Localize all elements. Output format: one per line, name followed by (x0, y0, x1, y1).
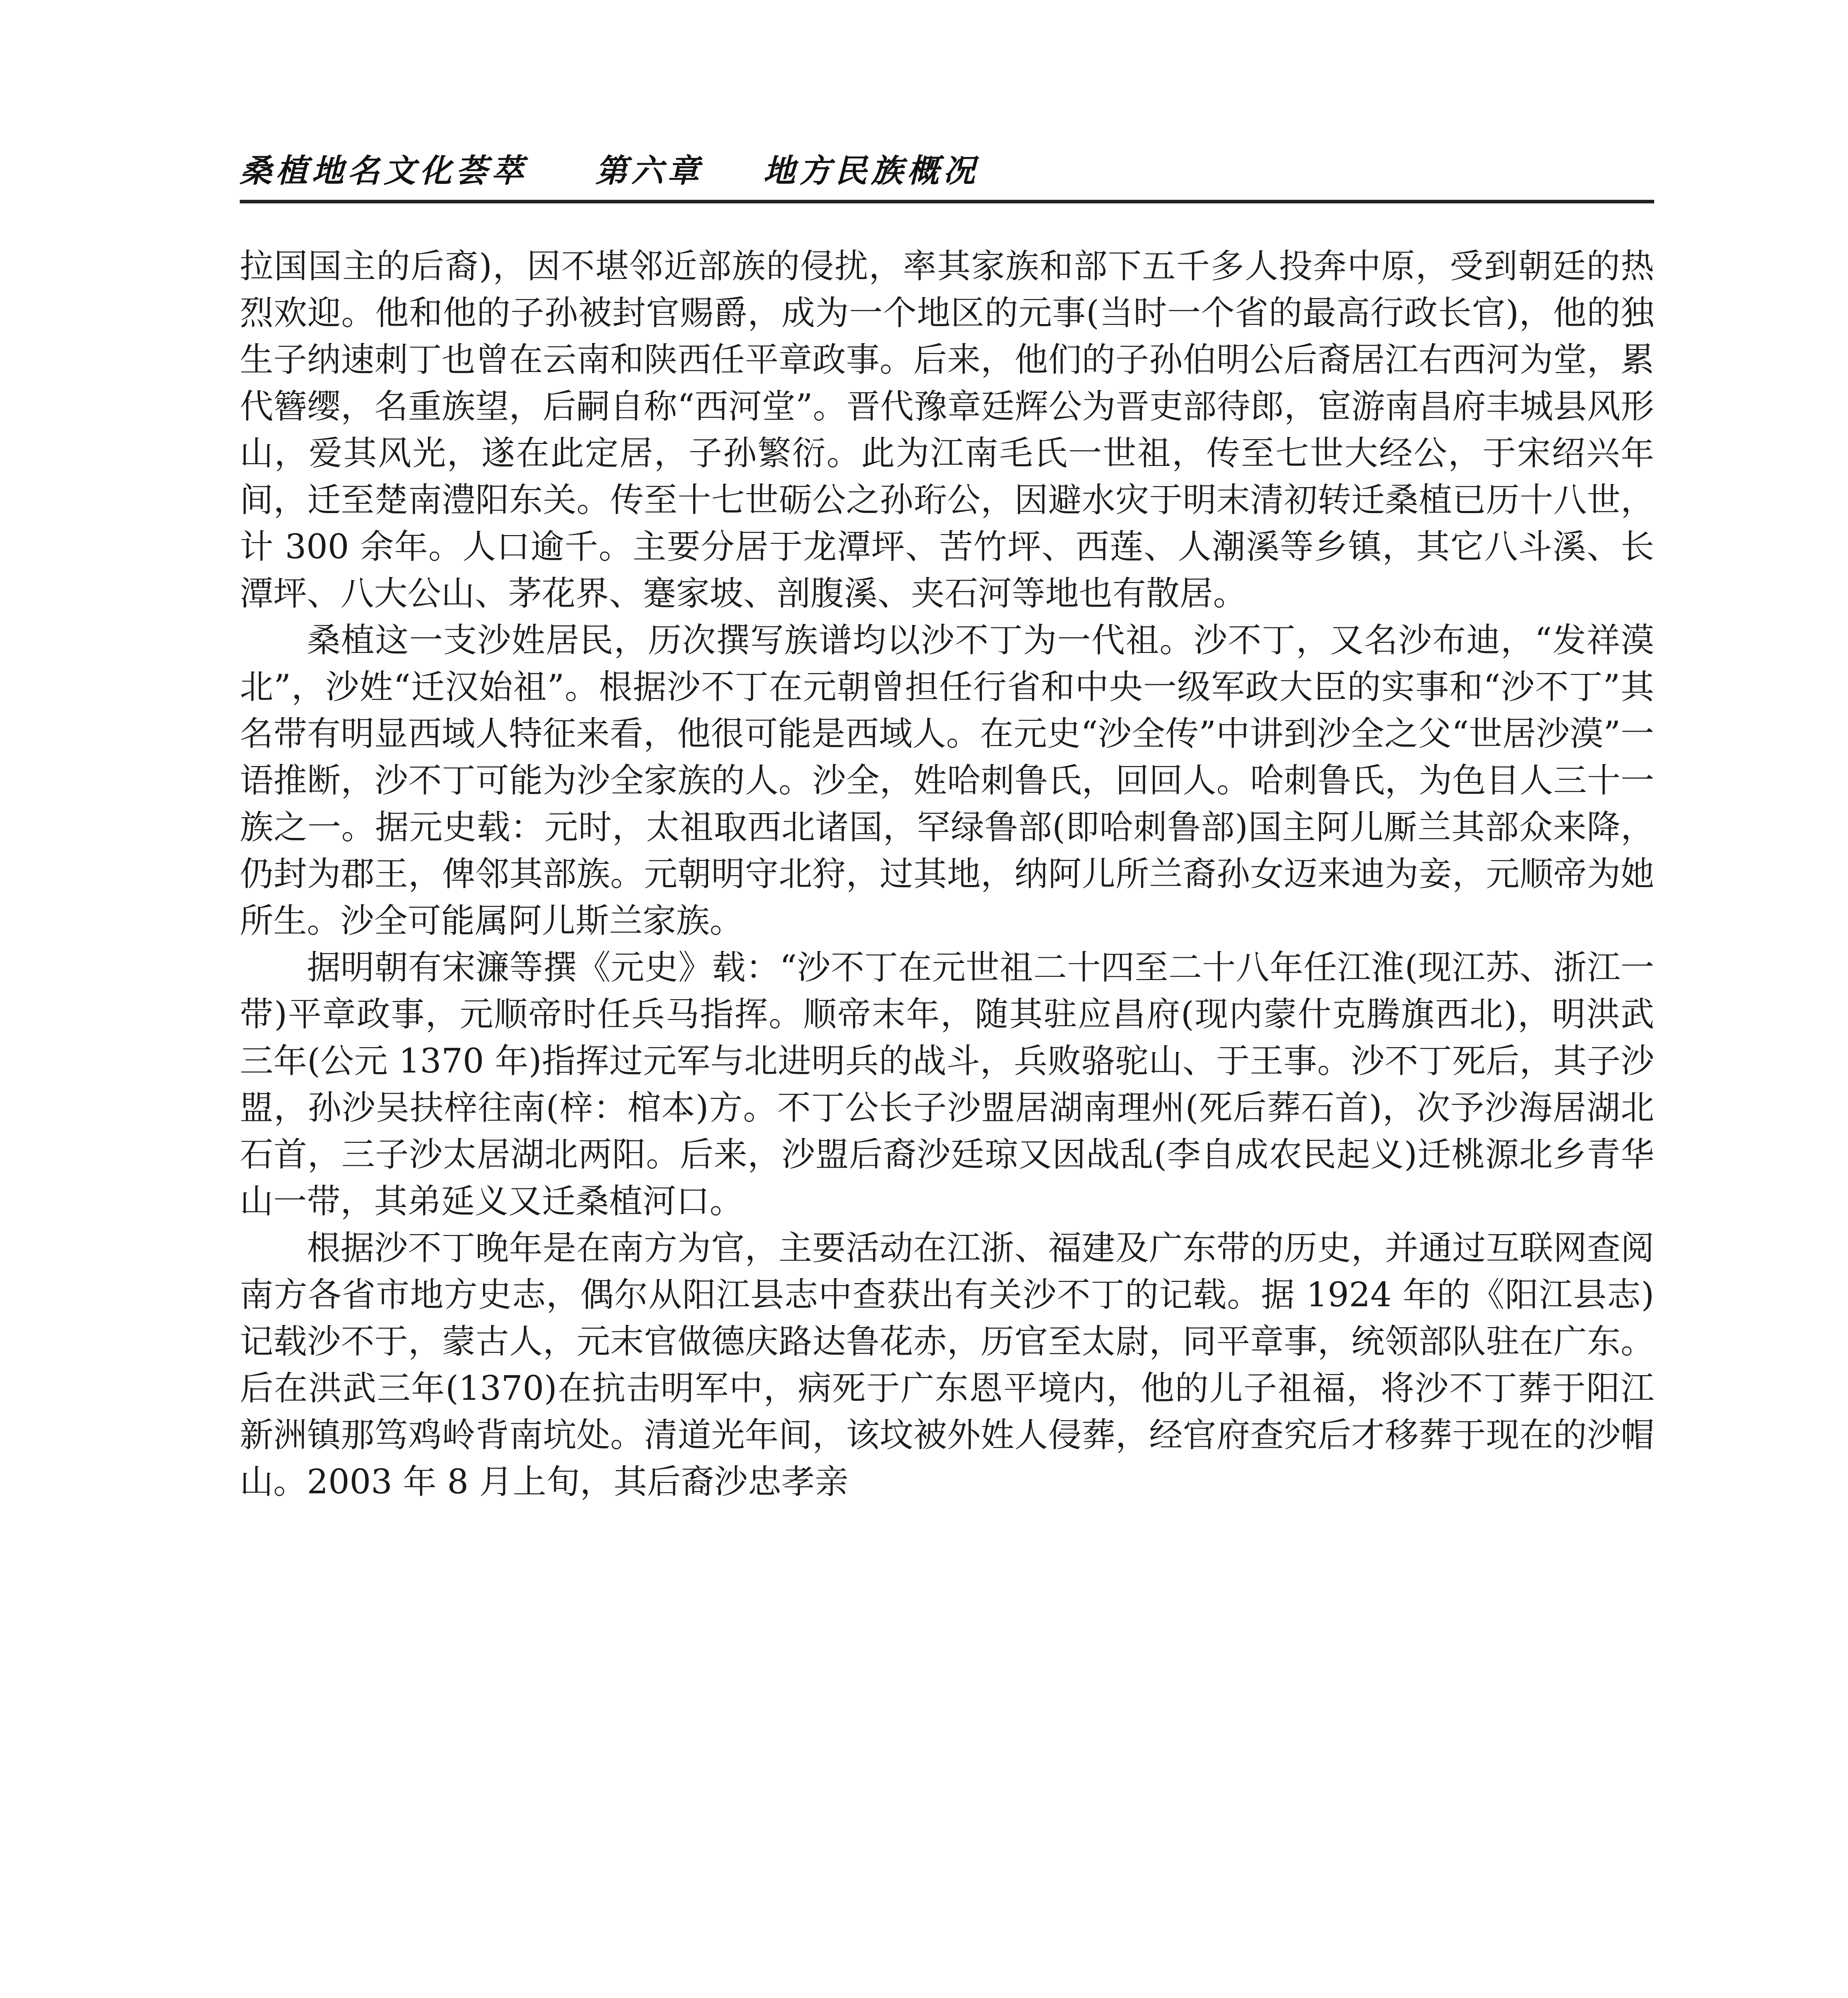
header-book-title: 桑植地名文化荟萃 (240, 152, 527, 189)
running-header (240, 138, 1654, 198)
paragraph-continued: 拉国国主的后裔)，因不堪邻近部族的侵扰，率其家族和部下五千多人投奔中原，受到朝廷的热烈欢迎。他和他的子孙被封官赐爵，成为一个地区的元事(当时一个省的最高行政长官)，他的独生子纳速刺丁也曾在云南和陕西任平章政事。后来，他们的子孙伯明公后裔居江右西河为堂，累代簪缨，名重族望，后嗣自称“西河堂”。晋代豫章廷辉公为晋吏部待郎，宦游南昌府丰城县风形山，爱其风光，遂在此定居，子孙繁衍。此为江南毛氏一世祖，传至七世大经公，于宋绍兴年间，迁至楚南澧阳东关。传至十七世砺公之孙珩公，因避水灾于明末清初转迁桑植已历十八世，计 300 余年。人口逾千。主要分居于龙潭坪、苦竹坪、西莲、人潮溪等乡镇，其它八斗溪、长潭坪、八大公山、茅花界、蹇家坡、剖腹溪、夹石河等地也有散居。 (240, 247, 1654, 613)
body-text (240, 243, 1654, 1505)
header-divider (240, 200, 1654, 203)
header-section-title: 地方民族概况 (763, 152, 979, 189)
paragraph-yuan-history: 据明朝有宋濂等撰《元史》载：“沙不丁在元世祖二十四至二十八年任江淮(现江苏、浙江一带)平章政事，元顺帝时任兵马指挥。顺帝末年，随其驻应昌府(现内蒙什克腾旗西北)，明洪武三年(公元 1370 年)指挥过元军与北进明兵的战斗，兵败骆驼山、于王事。沙不丁死后，其子沙盟，孙沙吴扶梓往南(梓：棺本)方。不丁公长子沙盟居湖南理州(死后葬石首)，次予沙海居湖北石首，三子沙太居湖北两阳。后来，沙盟后裔沙廷琼又因战乱(李自成农民起义)迁桃源北乡青华山一带，其弟延义又迁桑植河口。 (240, 948, 1654, 1221)
paragraph-yangjiang-record: 根据沙不丁晚年是在南方为官，主要活动在江浙、福建及广东带的历史，并通过互联网查阅南方各省市地方史志，偶尔从阳江县志中查获出有关沙不丁的记载。据 1924 年的《阳江县志)记载沙不于，蒙古人，元末官做德庆路达鲁花赤，历官至太尉，同平章事，统领部队驻在广东。后在洪武三年(1370)在抗击明军中，病死于广东恩平境内，他的儿子祖福，将沙不丁葬于阳江新洲镇那笃鸡岭背南坑处。清道光年间，该坟被外姓人侵葬，经官府查究后才移葬于现在的沙帽山。2003 年 8 月上旬，其后裔沙忠孝亲 (240, 1228, 1654, 1501)
header-chapter: 第六章 (595, 152, 703, 189)
paragraph-sha-surname: 桑植这一支沙姓居民，历次撰写族谱均以沙不丁为一代祖。沙不丁，又名沙布迪，“发祥漠北”，沙姓“迁汉始祖”。根据沙不丁在元朝曾担任行省和中央一级军政大臣的实事和“沙不丁”其名带有明显西域人特征来看，他很可能是西域人。在元史“沙全传”中讲到沙全之父“世居沙漠”一语推断，沙不丁可能为沙全家族的人。沙全，姓哈刺鲁氏，回回人。哈刺鲁氏，为色目人三十一族之一。据元史载：元时，太祖取西北诸国，罕绿鲁部(即哈刺鲁部)国主阿儿厮兰其部众来降，仍封为郡王，俾邻其部族。元朝明守北狩，过其地，纳阿儿所兰裔孙女迈来迪为妾，元顺帝为她所生。沙全可能属阿儿斯兰家族。 (240, 621, 1654, 940)
